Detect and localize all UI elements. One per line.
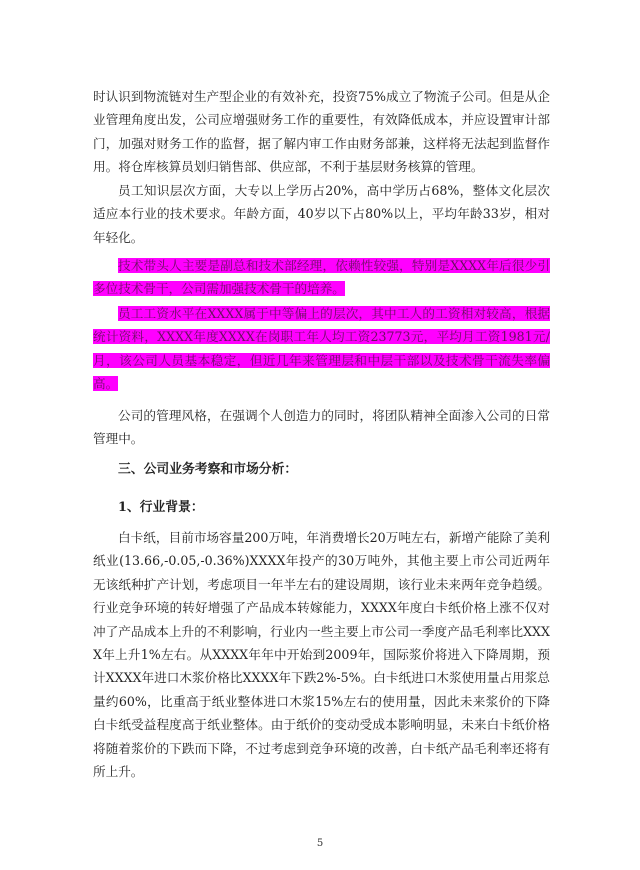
highlight-staff-wages: 员工工资水平在XXXX属于中等偏上的层次，其中工人的工资相对较高，根据统计资料，XXXX年度XXXX在岗职工年人均工资23773元，平均月工资1981元/月，该公司人员基本稳定，但近几年来管理层和中层干部以及技术骨干流失率偏高。 [93, 306, 550, 392]
paragraph-staff-education: 员工知识层次方面，大专以上学历占20%，高中学历占68%，整体文化层次适应本行业的技术要求。年龄方面，40岁以下占80%以上，平均年龄33岁，相对年轻化。 [93, 183, 550, 245]
section-heading-business-analysis: 三、公司业务考察和市场分析： [118, 462, 298, 477]
highlight-technical-leaders: 技术带头人主要是副总和技术部经理，依赖性较强，特别是XXXX年后很少引多位技术骨干，公司需加强技术骨干的培养。 [93, 258, 550, 297]
subsection-heading-industry-background: 1、行业背景： [118, 500, 204, 515]
paragraph-technical-leaders [93, 254, 550, 301]
page-number: 5 [316, 838, 324, 849]
paragraph-management-style: 公司的管理风格，在强调个人创造力的同时，将团队精神全面渗入公司的日常管理中。 [93, 408, 550, 447]
paragraph-white-cardboard-market: 白卡纸，目前市场容量200万吨，年消费增长20万吨左右，新增产能除了美利纸业(13.66,-0.05,-0.36%)XXXX年投产的30万吨外，其他主要上市公司近两年无该纸种扩产计划，考虑项目一年半左右的建设周期，该行业未来两年竞争趋缓。行业竞争环境的转好增强了产品成本转嫁能力，XXXX年度白卡纸价格上涨不仅对冲了产品成本上升的不利影响，行业内一些主要上市公司一季度产品毛利率比XXXX年上升1%左右。从XXXX年年中开始到2009年，国际浆价将进入下降周期，预计XXXX年进口木浆价格比XXXX年下跌2%-5%。白卡纸进口木浆使用量占用浆总量约60%，比重高于纸业整体进口木浆15%左右的使用量，因此未来浆价的下降白卡纸受益程度高于纸业整体。由于纸价的变动受成本影响明显，未来白卡纸价格将随着浆价的下跌而下降，不过考虑到竞争环境的改善，白卡纸产品毛利率还将有所上升。 [93, 530, 550, 780]
paragraph-staff-wages [93, 302, 550, 396]
paragraph-finance-management: 时认识到物流链对生产型企业的有效补充，投资75%成立了物流子公司。但是从企业管理角度出发，公司应增强财务工作的重要性，有效降低成本，并应设置审计部门，加强对财务工作的监督，据了解内审工作由财务部兼，这样将无法起到监督作用。将仓库核算员划归销售部、供应部，不利于基层财务核算的管理。 [93, 89, 550, 175]
